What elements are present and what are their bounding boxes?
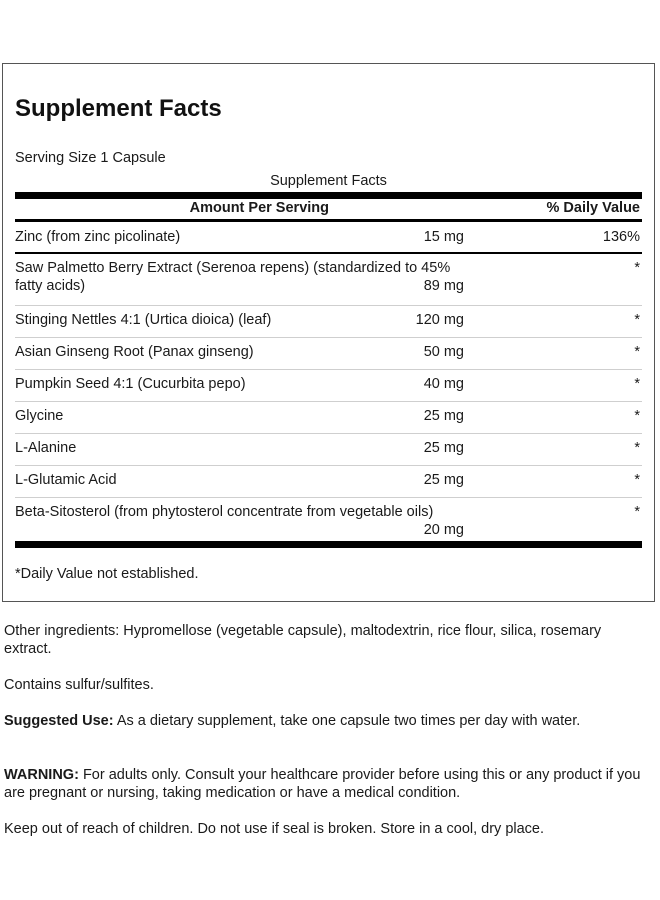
supplement-facts-panel bbox=[2, 63, 655, 602]
nutrient-amount: 50 mg bbox=[423, 344, 464, 360]
divider-header bbox=[15, 219, 642, 222]
suggested-use-label: Suggested Use: bbox=[4, 713, 114, 729]
table-row bbox=[15, 498, 642, 542]
nutrient-amount: 40 mg bbox=[423, 376, 464, 392]
nutrient-name: Pumpkin Seed 4:1 (Cucurbita pepo) bbox=[15, 376, 246, 392]
nutrient-amount: 120 mg bbox=[415, 312, 464, 328]
nutrient-amount: 25 mg bbox=[423, 408, 464, 424]
table-row bbox=[15, 254, 642, 306]
nutrient-table bbox=[15, 223, 642, 542]
nutrient-amount: 25 mg bbox=[423, 472, 464, 488]
nutrient-dv: 136% bbox=[602, 229, 640, 245]
table-header bbox=[15, 200, 642, 220]
storage-statement: Keep out of reach of children. Do not use if seal is broken. Store in a cool, dry place. bbox=[4, 821, 545, 837]
panel-title: Supplement Facts bbox=[15, 95, 222, 122]
warning bbox=[4, 766, 650, 802]
nutrient-amount: 20 mg bbox=[423, 522, 464, 538]
warning-label: WARNING: bbox=[4, 767, 79, 783]
dv-footnote: *Daily Value not established. bbox=[15, 566, 199, 582]
divider-thick-bottom bbox=[15, 541, 642, 548]
nutrient-dv: * bbox=[634, 408, 640, 424]
nutrient-name: Saw Palmetto Berry Extract (Serenoa repens) (standardized to 45% fatty acids) bbox=[15, 260, 451, 294]
dv-header: % Daily Value bbox=[546, 200, 640, 216]
table-row bbox=[15, 466, 642, 498]
table-row bbox=[15, 370, 642, 402]
suggested-use-text: As a dietary supplement, take one capsule two times per day with water. bbox=[113, 713, 581, 729]
nutrient-dv: * bbox=[634, 312, 640, 328]
nutrient-amount: 89 mg bbox=[423, 278, 464, 294]
nutrient-dv: * bbox=[634, 504, 640, 520]
suggested-use bbox=[4, 712, 650, 730]
nutrient-dv: * bbox=[634, 472, 640, 488]
table-row bbox=[15, 306, 642, 338]
other-ingredients: Other ingredients: Hypromellose (vegetable capsule), maltodextrin, rice flour, silica, rosemary extract. bbox=[4, 623, 602, 657]
nutrient-name: Zinc (from zinc picolinate) bbox=[15, 229, 181, 245]
amount-header: Amount Per Serving bbox=[189, 200, 329, 216]
nutrient-dv: * bbox=[634, 344, 640, 360]
divider-thick-top bbox=[15, 192, 642, 199]
nutrient-amount: 25 mg bbox=[423, 440, 464, 456]
nutrient-dv: * bbox=[634, 260, 640, 276]
nutrient-name: L-Glutamic Acid bbox=[15, 472, 117, 488]
contains-statement: Contains sulfur/sulfites. bbox=[4, 677, 154, 693]
nutrient-name: Stinging Nettles 4:1 (Urtica dioica) (leaf) bbox=[15, 312, 272, 328]
nutrient-name: L-Alanine bbox=[15, 440, 77, 456]
nutrient-name: Asian Ginseng Root (Panax ginseng) bbox=[15, 344, 254, 360]
warning-text: For adults only. Consult your healthcare provider before using this or any product if you are pregnant or nursing, taking medication or have a medical condition. bbox=[4, 767, 641, 801]
table-row bbox=[15, 402, 642, 434]
nutrient-dv: * bbox=[634, 376, 640, 392]
nutrient-name: Glycine bbox=[15, 408, 64, 424]
nutrient-amount: 15 mg bbox=[423, 229, 464, 245]
table-row bbox=[15, 434, 642, 466]
table-row bbox=[15, 223, 642, 254]
nutrient-dv: * bbox=[634, 440, 640, 456]
serving-size: Serving Size 1 Capsule bbox=[15, 150, 166, 166]
table-row bbox=[15, 338, 642, 370]
nutrient-name: Beta-Sitosterol (from phytosterol concentrate from vegetable oils) bbox=[15, 504, 434, 520]
table-caption: Supplement Facts bbox=[270, 173, 387, 189]
